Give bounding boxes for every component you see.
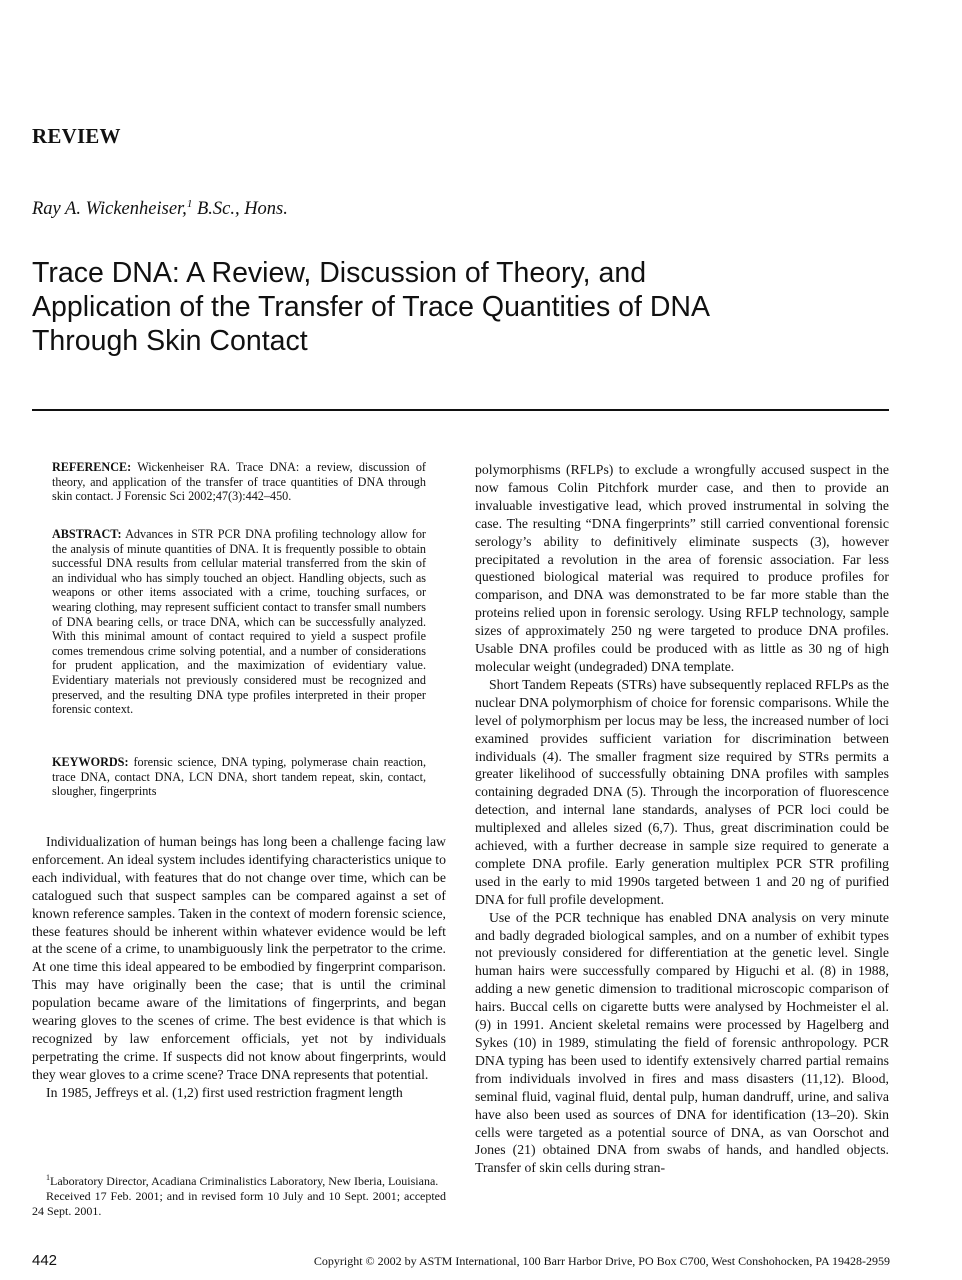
affiliation-footnote <box>32 1170 446 1189</box>
abstract-text: Advances in STR PCR DNA profiling technology allow for the analysis of minute quantities of DNA. It is frequently possible to obtain successful DNA results from cellular material transferred from the skin of an individual who has simply touched an object. Handling objects, such as weapons or other items associated with a crime, touching surfaces, or wearing clothing, may represent sufficient contact to transfer small numbers of DNA bearing cells, or trace DNA, which can be successfully analyzed. With this minimal amount of contact required to yield a suspect profile comes tremendous crime solving potential, and a number of considerations for prudent application, and the maximization of evidentiary value. Evidentiary materials not previously considered must be recognized and preserved, and the resulting DNA type profiles interpreted in their proper forensic context. <box>52 527 426 717</box>
footnotes <box>32 1170 446 1219</box>
keywords-label: KEYWORDS: <box>52 755 129 769</box>
abstract-block <box>52 527 426 717</box>
left-column <box>32 833 446 1102</box>
author-name: Ray A. Wickenheiser, <box>32 199 187 220</box>
abstract-label: ABSTRACT: <box>52 527 122 541</box>
received-footnote: Received 17 Feb. 2001; and in revised form 10 July and 10 Sept. 2001; accepted 24 Sept. 2001. <box>32 1189 446 1218</box>
body-paragraph: polymorphisms (RFLPs) to exclude a wrongfully accused suspect in the now famous Colin Pitchfork murder case, and then to provide an invaluable investigative lead, which proved instrumental in solving the case. The resulting “DNA fingerprints” still carried conventional forensic serology’s ability to definitively eliminate suspects (3), however precipitated a revolution in the area of forensic association. Far less questioned biological material was required to produce profiles for comparison, and DNA was demonstrated to be far more stable than the proteins relied upon in forensic serology. Using RFLP technology, sample sizes of approximately 250 ng were targeted to produce DNA profiles. Usable DNA profiles could be produced with as little as 30 ng of high molecular weight (undegraded) DNA template. <box>475 462 889 674</box>
body-paragraph: Use of the PCR technique has enabled DNA analysis on very minute and badly degraded biological samples, and on a number of exhibit types not previously considered for differentiation at the genetic level. Single human hairs were successfully compared by Higuchi et al. (8) in 1988, adding a new genetic dimension to traditional microscopic comparison of hairs. Buccal cells on cigarette butts were analysed by Hochmeister el al. (9) in 1991. Ancient skeletal remains were processed by Hagelberg and Sykes (10) in 1989, stimulating the field of forensic anthropology. PCR DNA typing has been used to identify extensively charred partial remains from individuals involved in fires and mass disasters (11,12). Blood, seminal fluid, vaginal fluid, dental pulp, human dandruff, urine, and saliva have also been used as sources of DNA for identification (13–20). Skin cells were targeted as a potential source of DNA, as van Oorschot and Jones (21) obtained DNA from swabs of hands, and handled objects. Transfer of skin cells during stran- <box>475 909 889 1176</box>
keywords-block <box>52 755 426 799</box>
right-column <box>475 461 889 1177</box>
copyright-notice: Copyright © 2002 by ASTM International, 100 Barr Harbor Drive, PO Box C700, West Conshohocken, PA 19428-2959 <box>313 1254 890 1268</box>
title-divider <box>32 409 889 411</box>
reference-text: Wickenheiser RA. Trace DNA: a review, discussion of theory, and application of the transfer of trace quantities of DNA through skin contact. J Forensic Sci 2002;47(3):442–450. <box>52 460 426 504</box>
author-line <box>32 198 288 220</box>
affiliation-mark: 1 <box>46 1173 50 1182</box>
section-label: REVIEW <box>32 124 121 148</box>
reference-label: REFERENCE: <box>52 460 132 474</box>
page-number: 442 <box>32 1252 58 1269</box>
body-paragraph: Individualization of human beings has long been a challenge facing law enforcement. An ideal system includes identifying characteristics unique to each individual, with features that do not change over time, which can be catalogued such that suspect samples can be compared against a set of known reference samples. Taken in the context of modern forensic science, these features should be inherent within whatever evidence would be left at the scene of a crime, to unambiguously link the perpetrator to the crime. At one time this ideal appeared to be embodied by fingerprint comparison. This may have originally been the case; that is until the criminal population became aware of the limitations of fingerprints, and began wearing gloves to the scenes of crime. The best evidence is that which is recognized by law enforcement officials, yet not by individuals perpetrating the crime. If suspects did not know about fingerprints, would they wear gloves to a crime scene? Trace DNA represents that potential. <box>32 834 446 1082</box>
article-title: Trace DNA: A Review, Discussion of Theory, and Application of the Transfer of Trace Quantities of DNA Through Skin Contact <box>32 257 709 357</box>
author-degree: B.Sc., Hons. <box>192 199 288 220</box>
body-paragraph: In 1985, Jeffreys et al. (1,2) first used restriction fragment length <box>46 1084 403 1100</box>
author-footnote-mark: 1 <box>186 198 193 210</box>
reference-block <box>52 460 426 504</box>
body-paragraph: Short Tandem Repeats (STRs) have subsequently replaced RFLPs as the nuclear DNA polymorphism of choice for forensic comparisons. While the level of polymorphism per locus may be less, the increased number of loci examined provides sufficient variation for discrimination between individuals (4). The smaller fragment size required by STRs permits a greater likelihood of successfully obtaining DNA profiles with samples containing degraded DNA (5). Through the incorporation of fluorescence detection, and internal lane standards, analyses of PCR loci could be multiplexed and alleles sized (6,7). Thus, great discrimination could be achieved, with a further decrease in sample size required to generate a complete DNA profile. Early generation multiplex PCR STR profiling used in the early to mid 1990s targeted between 1 and 20 ng of purified DNA for full profile development. <box>475 676 889 907</box>
affiliation-text: Laboratory Director, Acadiana Criminalistics Laboratory, New Iberia, Louisiana. <box>50 1174 439 1188</box>
keywords-text: forensic science, DNA typing, polymerase chain reaction, trace DNA, contact DNA, LCN DNA, short tandem repeat, skin, contact, slougher, fingerprints <box>52 755 426 799</box>
